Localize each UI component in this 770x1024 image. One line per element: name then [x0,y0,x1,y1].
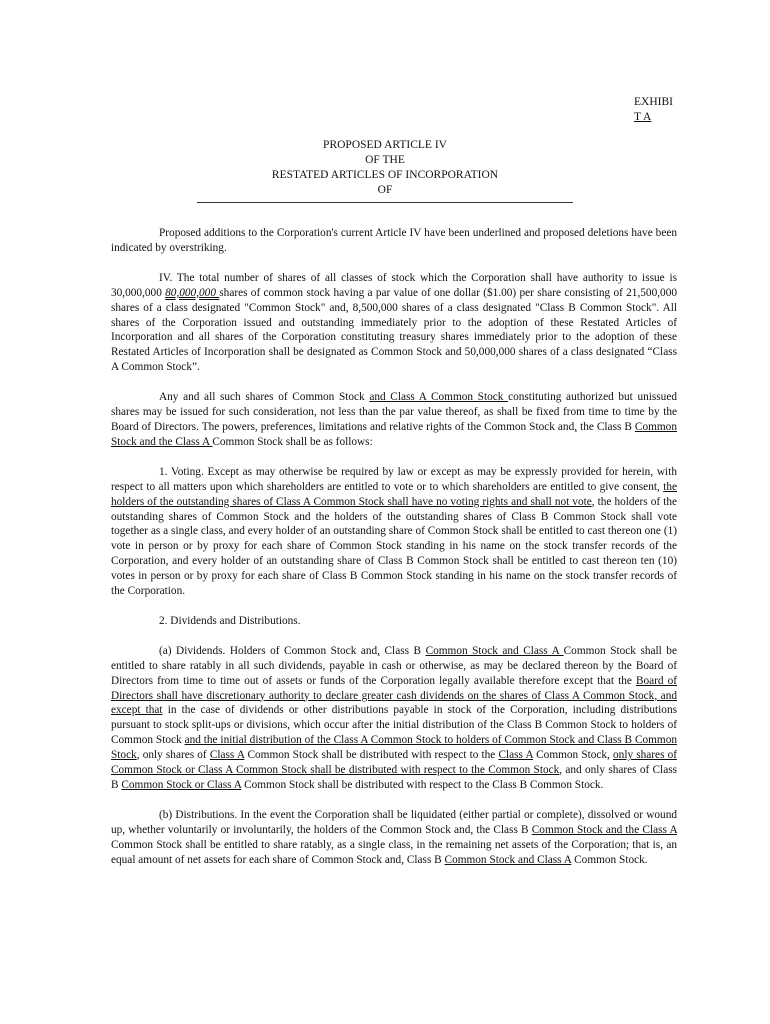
text-run: Common Stock shall be entitled to share ratably, as a single class, in the remaining net assets of the Corporation; that is, an equal amount of net assets for each share of Common Stock and [111,838,677,866]
underlined-text: , [377,644,380,657]
underlined-text: Class A [498,749,533,762]
text-run: Common Stock shall be as follows: [212,435,373,448]
title-line-2: OF THE [365,154,405,166]
voting-paragraph [111,465,677,599]
text-run: Common Stock shall be distributed with respect to the [244,749,499,762]
underlined-text: the holders of the outstanding shares of Class A Common Stock shall have no voting rights and shall not vote, [111,480,677,508]
underlined-text: , [574,420,578,433]
document-title [190,138,580,203]
underlined-text: , [470,823,474,836]
text-run: (b) Distributions. In the event the Corporation shall be liquidated (either partial or complete), dissolved or wound up, whether voluntarily or involuntarily, the holders of the Common Stock and [111,808,677,836]
text-run: (a) Dividends. Holders of Common Stock and [159,644,378,657]
underlined-text: Common Stock or Class A [121,779,242,791]
exhibit-label [634,95,673,125]
underlined-text: , [401,853,405,866]
text-run: Common Stock, [533,749,614,762]
underlined-text: Common Stock and the Class A [111,420,677,448]
underlined-text: Common Stock and the Class A [531,823,677,836]
article-iv-paragraph [111,271,677,375]
text-run: , and only shares of Class B [111,764,677,791]
title-line-1: PROPOSED ARTICLE IV [323,139,447,151]
title-line-4: OF [377,184,393,196]
exhibit-line-2: T A [634,111,652,123]
text-run: Common Stock shall be entitled to share ratably in all such dividends, payable in cash or otherwise, as may be declared thereon by the Board of Directors from time to time out of assets or funds of the Corporation legally available therefore except that the [111,644,677,687]
underlined-text: Board of Directors shall have discretionary authority to declare greater cash dividends on the shares of Class A Common Stock, and except that [111,674,678,717]
text-run: Any and all such shares of Common Stock [159,391,370,404]
text-run: Common Stock shall be distributed with respect to the Class B Common Stock. [241,779,604,791]
dividends-heading: 2. Dividends and Distributions. [159,614,301,627]
exhibit-line-1: EXHIBI [634,96,673,108]
text-run: shares of common stock having a par value of one dollar ($1.00) per share consisting of 21,500,000 shares of a class designated "Common Stock" and [111,286,677,314]
underlined-text: Class A [209,749,245,762]
text-run: the holders of the outstanding shares of Common Stock and the holders of the outstanding shares of Class B Common Stock shall vote together as a single class, and every holder of an outstanding share of Common Stock shall be entitled to cast thereon one (1) vote in person or by proxy for each share of Common Stock standing in his name on the stock transfer records of the Corporation, and every holder of an outstanding share of Class B Common Stock shall be entitled to cast thereon ten (10) votes in person or by proxy for each share of Class B Common Stock standing in his name on the stock transfer records of the Corporation. [111,495,677,598]
intro-paragraph: Proposed additions to the Corporation's current Article IV have been underlined and proposed deletions have been indicated by overstriking. [111,227,677,254]
overstruck-text: 80,000,000 [165,286,220,299]
text-run: the Class B [473,823,532,836]
text-run: IV. The total number of shares of all classes of stock which the Corporation shall have authority to issue is 30,000,000 [111,271,677,299]
text-run: , only shares of [136,749,210,762]
text-run: in the case of dividends or other distributions payable in stock of the Corporation, including distributions pursuant to stock split-ups or divisions, which occur after the initial distribution of the Class B Common Stock to holders of Common Stock [111,704,678,747]
underlined-text: only shares of Common Stock or Class A Common Stock shall be distributed with respect to the Common Stock [111,749,678,777]
text-run: the Class B [577,420,635,433]
underlined-text: , [345,301,349,314]
dividends-paragraph [111,644,677,793]
underlined-text: Common Stock and Class A [425,644,564,657]
issuance-paragraph [111,390,677,450]
title-line-3: RESTATED ARTICLES OF INCORPORATION [271,169,499,181]
text-run: 8,500,000 shares of a class designated "Class B Common Stock". All shares of the Corporation issued and outstanding immediately prior to the adoption of these Restated Articles of Incorporation and all shares of the Corporation constituting treasury shares immediately prior to the adoption of these Restated Articles of Incorporation shall be designated as Common Stock and 50,000,000 shares of a class designated “Class A Common Stock”. [111,301,678,374]
text-run: 1. Voting. Except as may otherwise be required by law or except as may be expressly provided for herein, with respect to all matters upon which shareholders are entitled to vote or to which shareholders are entitled to give consent, [111,465,677,493]
underlined-text: and the initial distribution of the Class A Common Stock to holders of Common Stock and Class B Common Stock [111,734,677,762]
underlined-text: and Class A Common Stock [369,391,509,404]
text-run: constituting authorized but unissued shares may be issued for such consideration, not less than the par value thereof, as shall be fixed from time to time by the Board of Directors. The powers, preferences, limitations and relative rights of the Common Stock and [111,391,677,433]
distributions-paragraph [111,808,677,868]
title-rule [197,201,573,203]
text-run: Class B [380,644,426,657]
document-body [111,226,677,883]
underlined-text: Common Stock and Class A [444,853,572,866]
text-run: Class B [404,853,445,866]
text-run: Common Stock. [571,853,648,866]
